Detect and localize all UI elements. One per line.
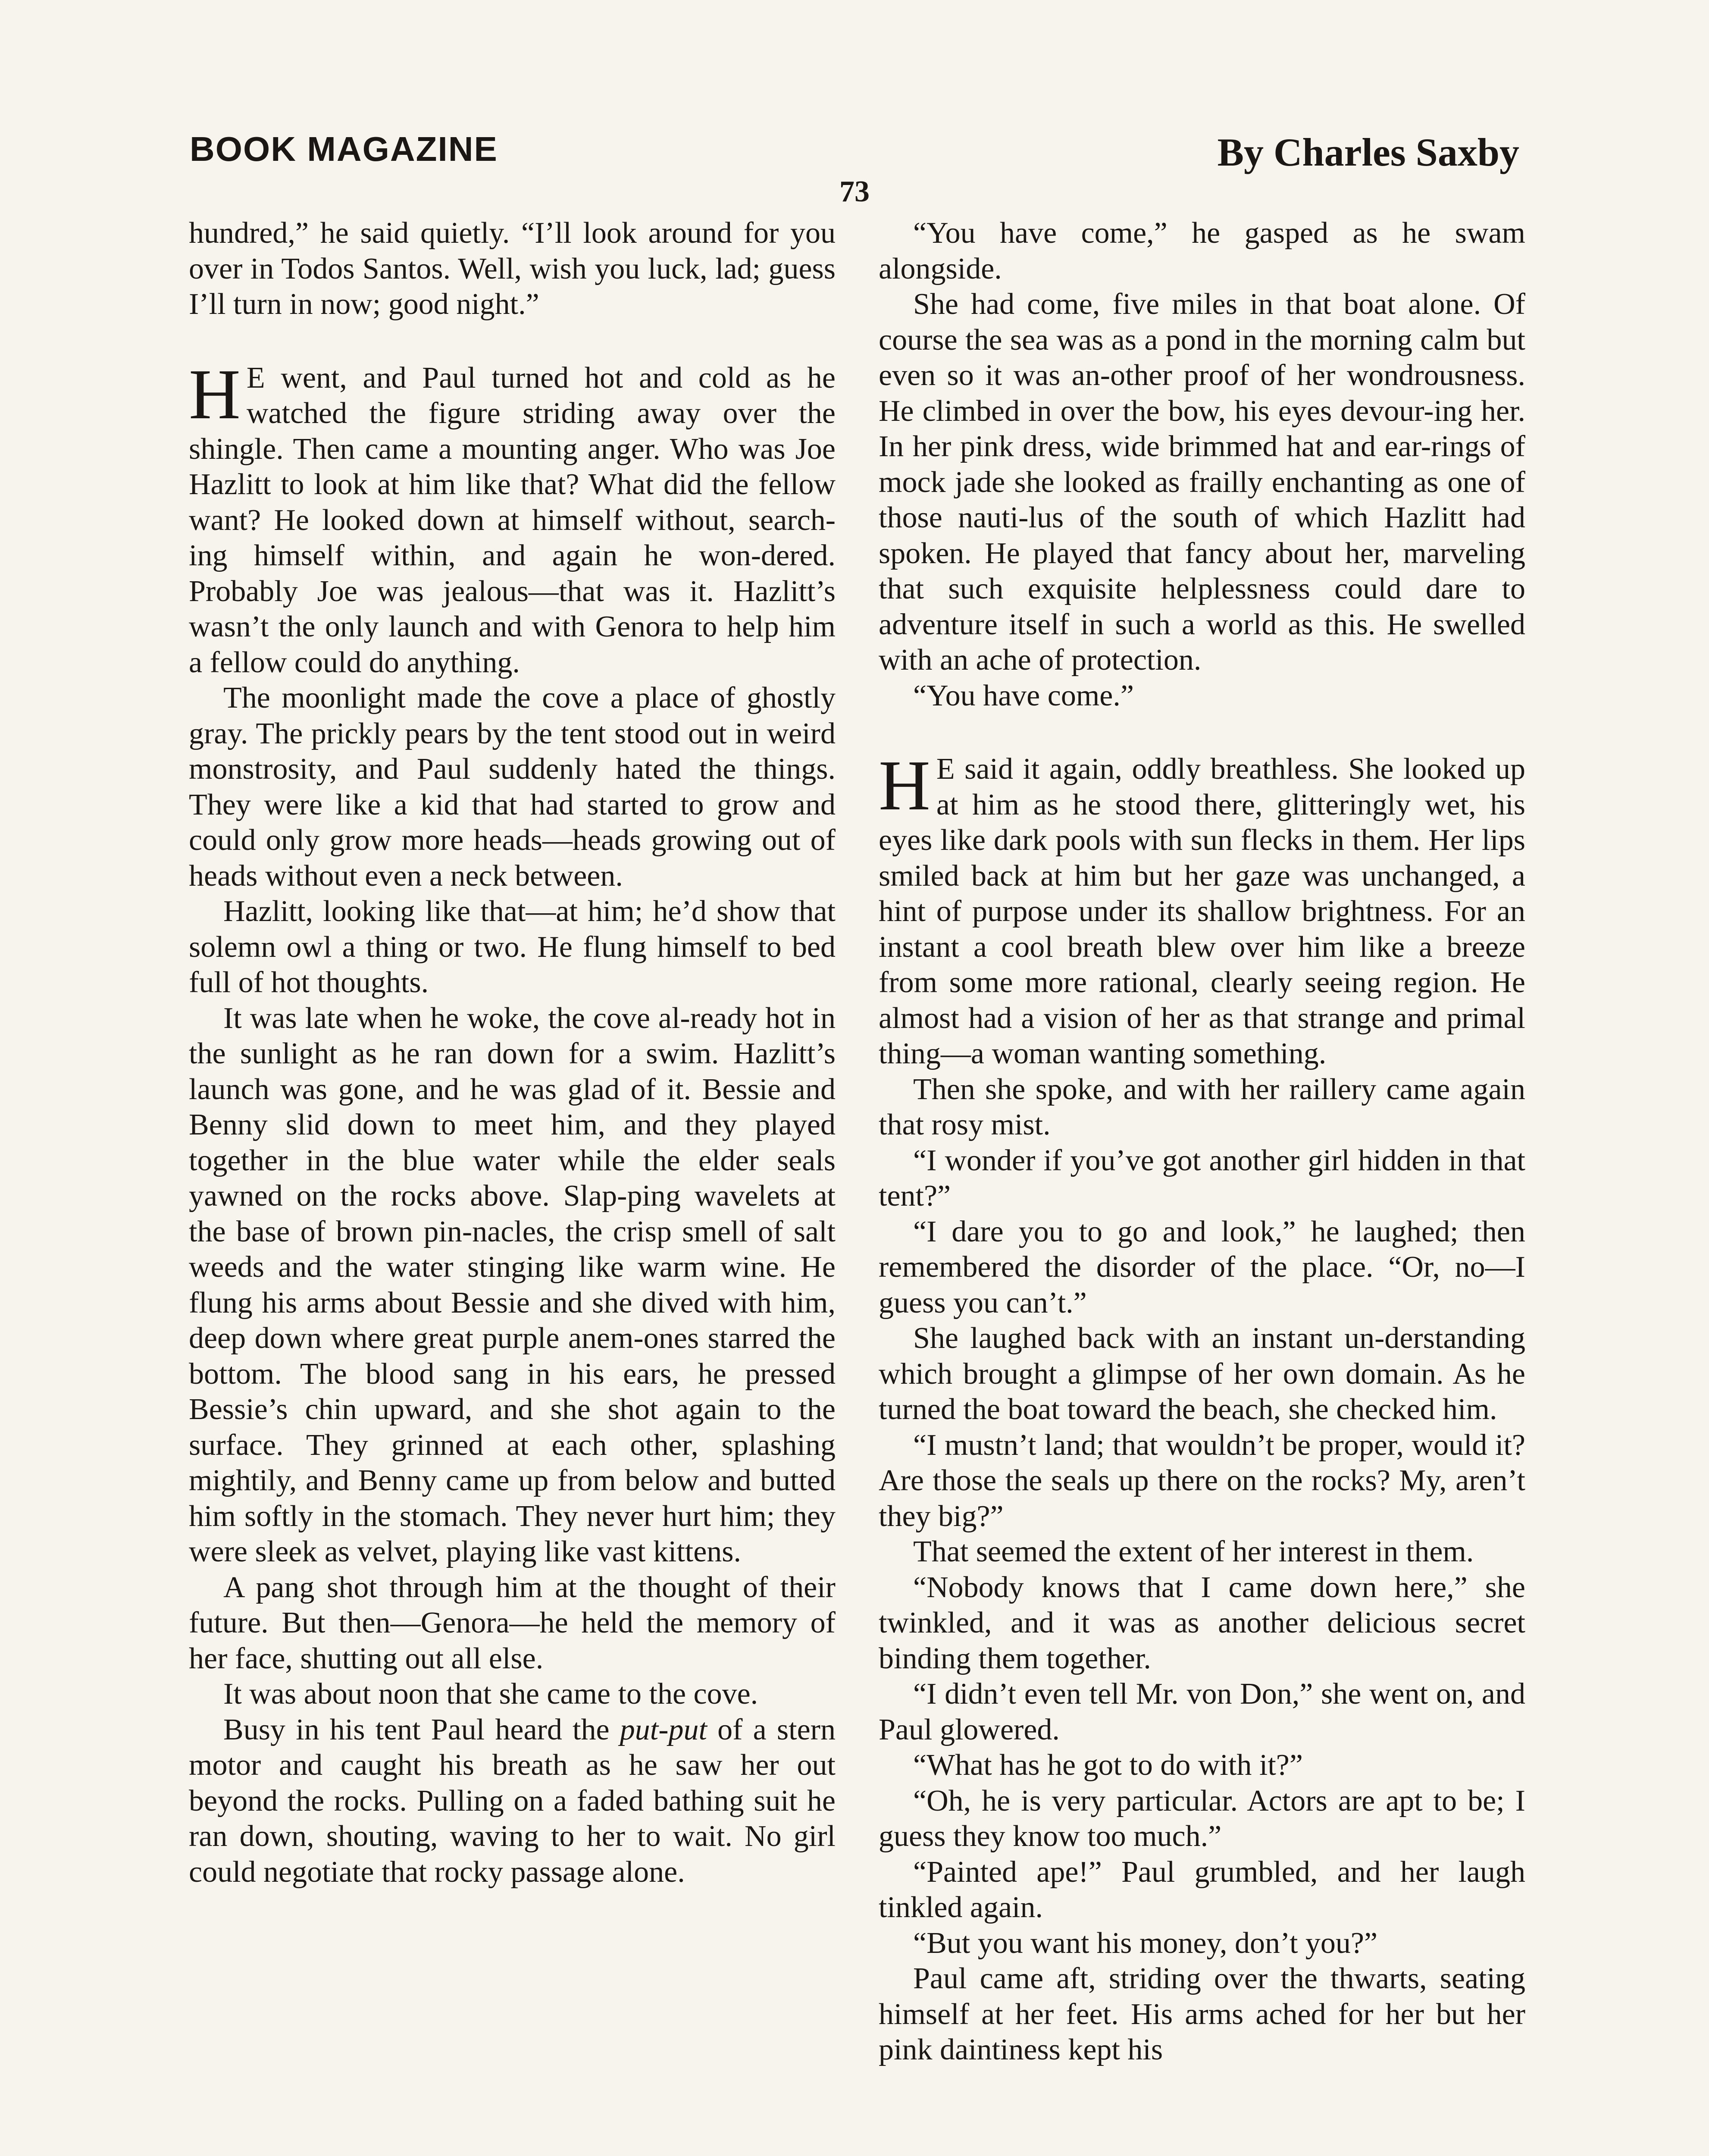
right-text-column <box>879 216 1525 2068</box>
paragraph: “I dare you to go and look,” he laughed; then remembered the disorder of the place. “Or, no—I guess you can’t.” <box>879 1215 1525 1319</box>
paragraph: She laughed back with an instant un-derstanding which brought a glimpse of her own domain. As he turned the boat toward the beach, she checked him. <box>879 1322 1525 1426</box>
author-byline: By Charles Saxby <box>1217 130 1519 174</box>
paragraph: It was late when he woke, the cove al-ready hot in the sunlight as he ran down for a swim. Hazlitt’s launch was gone, and he was glad of it. Bessie and Benny slid down to meet him, and they played together in the blue water while the elder seals yawned on the rocks above. Slap-ping wavelets at the base of brown pin-nacles, the crisp smell of salt weeds and the water stinging like warm wine. He flung his arms about Bessie and she dived with him, deep down where great purple anem-ones starred the bottom. The blood sang in his ears, he pressed Bessie’s chin upward, and she shot again to the surface. They grinned at each other, splashing mightily, and Benny came up from below and butted him softly in the stomach. They never hurt him; they were sleek as velvet, playing like vast kittens. <box>189 1001 836 1568</box>
paragraph-text: Busy in his tent Paul heard the <box>223 1713 620 1746</box>
page-number: 73 <box>839 175 870 208</box>
paragraph: It was about noon that she came to the cove. <box>223 1677 758 1711</box>
left-text-column <box>189 216 836 1890</box>
paragraph: “What has he got to do with it?” <box>913 1749 1303 1782</box>
paragraph: Hazlitt, looking like that—at him; he’d show that solemn owl a thing or two. He flung himself to bed full of hot thoughts. <box>189 895 836 999</box>
paragraph: Paul came aft, striding over the thwarts, seating himself at her feet. His arms ached for her but her pink daintiness kept his <box>879 1962 1525 2066</box>
paragraph: “I wonder if you’ve got another girl hidden in that tent?” <box>879 1144 1525 1213</box>
paragraph-text: E said it again, oddly breathless. She looked up at him as he stood there, glitteringly wet, his eyes like dark pools with sun flecks in them. Her lips smiled back at him but her gaze was unchanged, a hint of purpose under its shallow brightness. For an instant a cool breath blew over him like a breeze from some more rational, clearly seeing region. He almost had a vision of her as that strange and primal thing—a woman wanting something. <box>879 752 1525 1070</box>
publication-title: BOOK MAGAZINE <box>190 130 498 168</box>
paragraph: That seemed the extent of her interest in them. <box>913 1535 1474 1568</box>
paragraph-text: E went, and Paul turned hot and cold as he watched the figure striding away over the shingle. Then came a mounting anger. Who was Joe Hazlitt to look at him like that? What did the fellow want? He looked down at himself without, search-ing himself within, and again he won-dered. Probably Joe was jealous—that was it. Hazlitt’s wasn’t the only launch and with Genora to help him a fellow could do anything. <box>189 361 836 679</box>
paragraph: A pang shot through him at the thought of their future. But then—Genora—he held the memory of her face, shutting out all else. <box>189 1570 836 1675</box>
paragraph: Then she spoke, and with her raillery came again that rosy mist. <box>879 1072 1525 1141</box>
paragraph: “Painted ape!” Paul grumbled, and her laugh tinkled again. <box>879 1855 1525 1924</box>
drop-cap: H <box>189 354 241 434</box>
paragraph-dropcap <box>879 746 1525 1072</box>
paragraph: “Oh, he is very particular. Actors are apt to be; I guess they know too much.” <box>879 1784 1525 1853</box>
paragraph: “But you want his money, don’t you?” <box>913 1926 1378 1960</box>
paragraph: “Nobody knows that I came down here,” she twinkled, and it was as another delicious secret binding them together. <box>879 1570 1525 1675</box>
paragraph: The moonlight made the cove a place of ghostly gray. The prickly pears by the tent stood out in weird monstrosity, and Paul suddenly hated the things. They were like a kid that had started to grow and could only grow more heads—heads growing out of heads without even a neck between. <box>189 681 836 893</box>
paragraph: “I didn’t even tell Mr. von Don,” she went on, and Paul glowered. <box>879 1677 1525 1746</box>
drop-cap: H <box>879 746 930 825</box>
paragraph: “You have come.” <box>913 679 1134 712</box>
paragraph: hundred,” he said quietly. “I’ll look around for you over in Todos Santos. Well, wish you luck, lad; guess I’ll turn in now; good night.” <box>189 216 836 321</box>
paragraph: “You have come,” he gasped as he swam alongside. <box>879 216 1525 285</box>
paragraph: She had come, five miles in that boat alone. Of course the sea was as a pond in the morning calm but even so it was an-other proof of her wondrousness. He climbed in over the bow, his eyes devour-ing her. In her pink dress, wide brimmed hat and ear-rings of mock jade she looked as frailly enchanting as one of those nauti-lus of the south of which Hazlitt had spoken. He played that fancy about her, marveling that such exquisite helplessness could dare to adventure itself in such a world as this. He swelled with an ache of protection. <box>879 288 1525 677</box>
paragraph: “I mustn’t land; that wouldn’t be proper, would it? Are those the seals up there on the rocks? My, aren’t they big?” <box>879 1428 1525 1533</box>
paragraph-dropcap <box>189 354 836 681</box>
paragraph <box>189 1712 836 1890</box>
paragraph-text: of a stern motor and caught his breath as he saw her out beyond the rocks. Pulling on a faded bathing suit he ran down, shouting, waving to her to wait. No girl could negotiate that rocky passage alone. <box>189 1713 836 1889</box>
italic-text: put-put <box>620 1713 707 1746</box>
